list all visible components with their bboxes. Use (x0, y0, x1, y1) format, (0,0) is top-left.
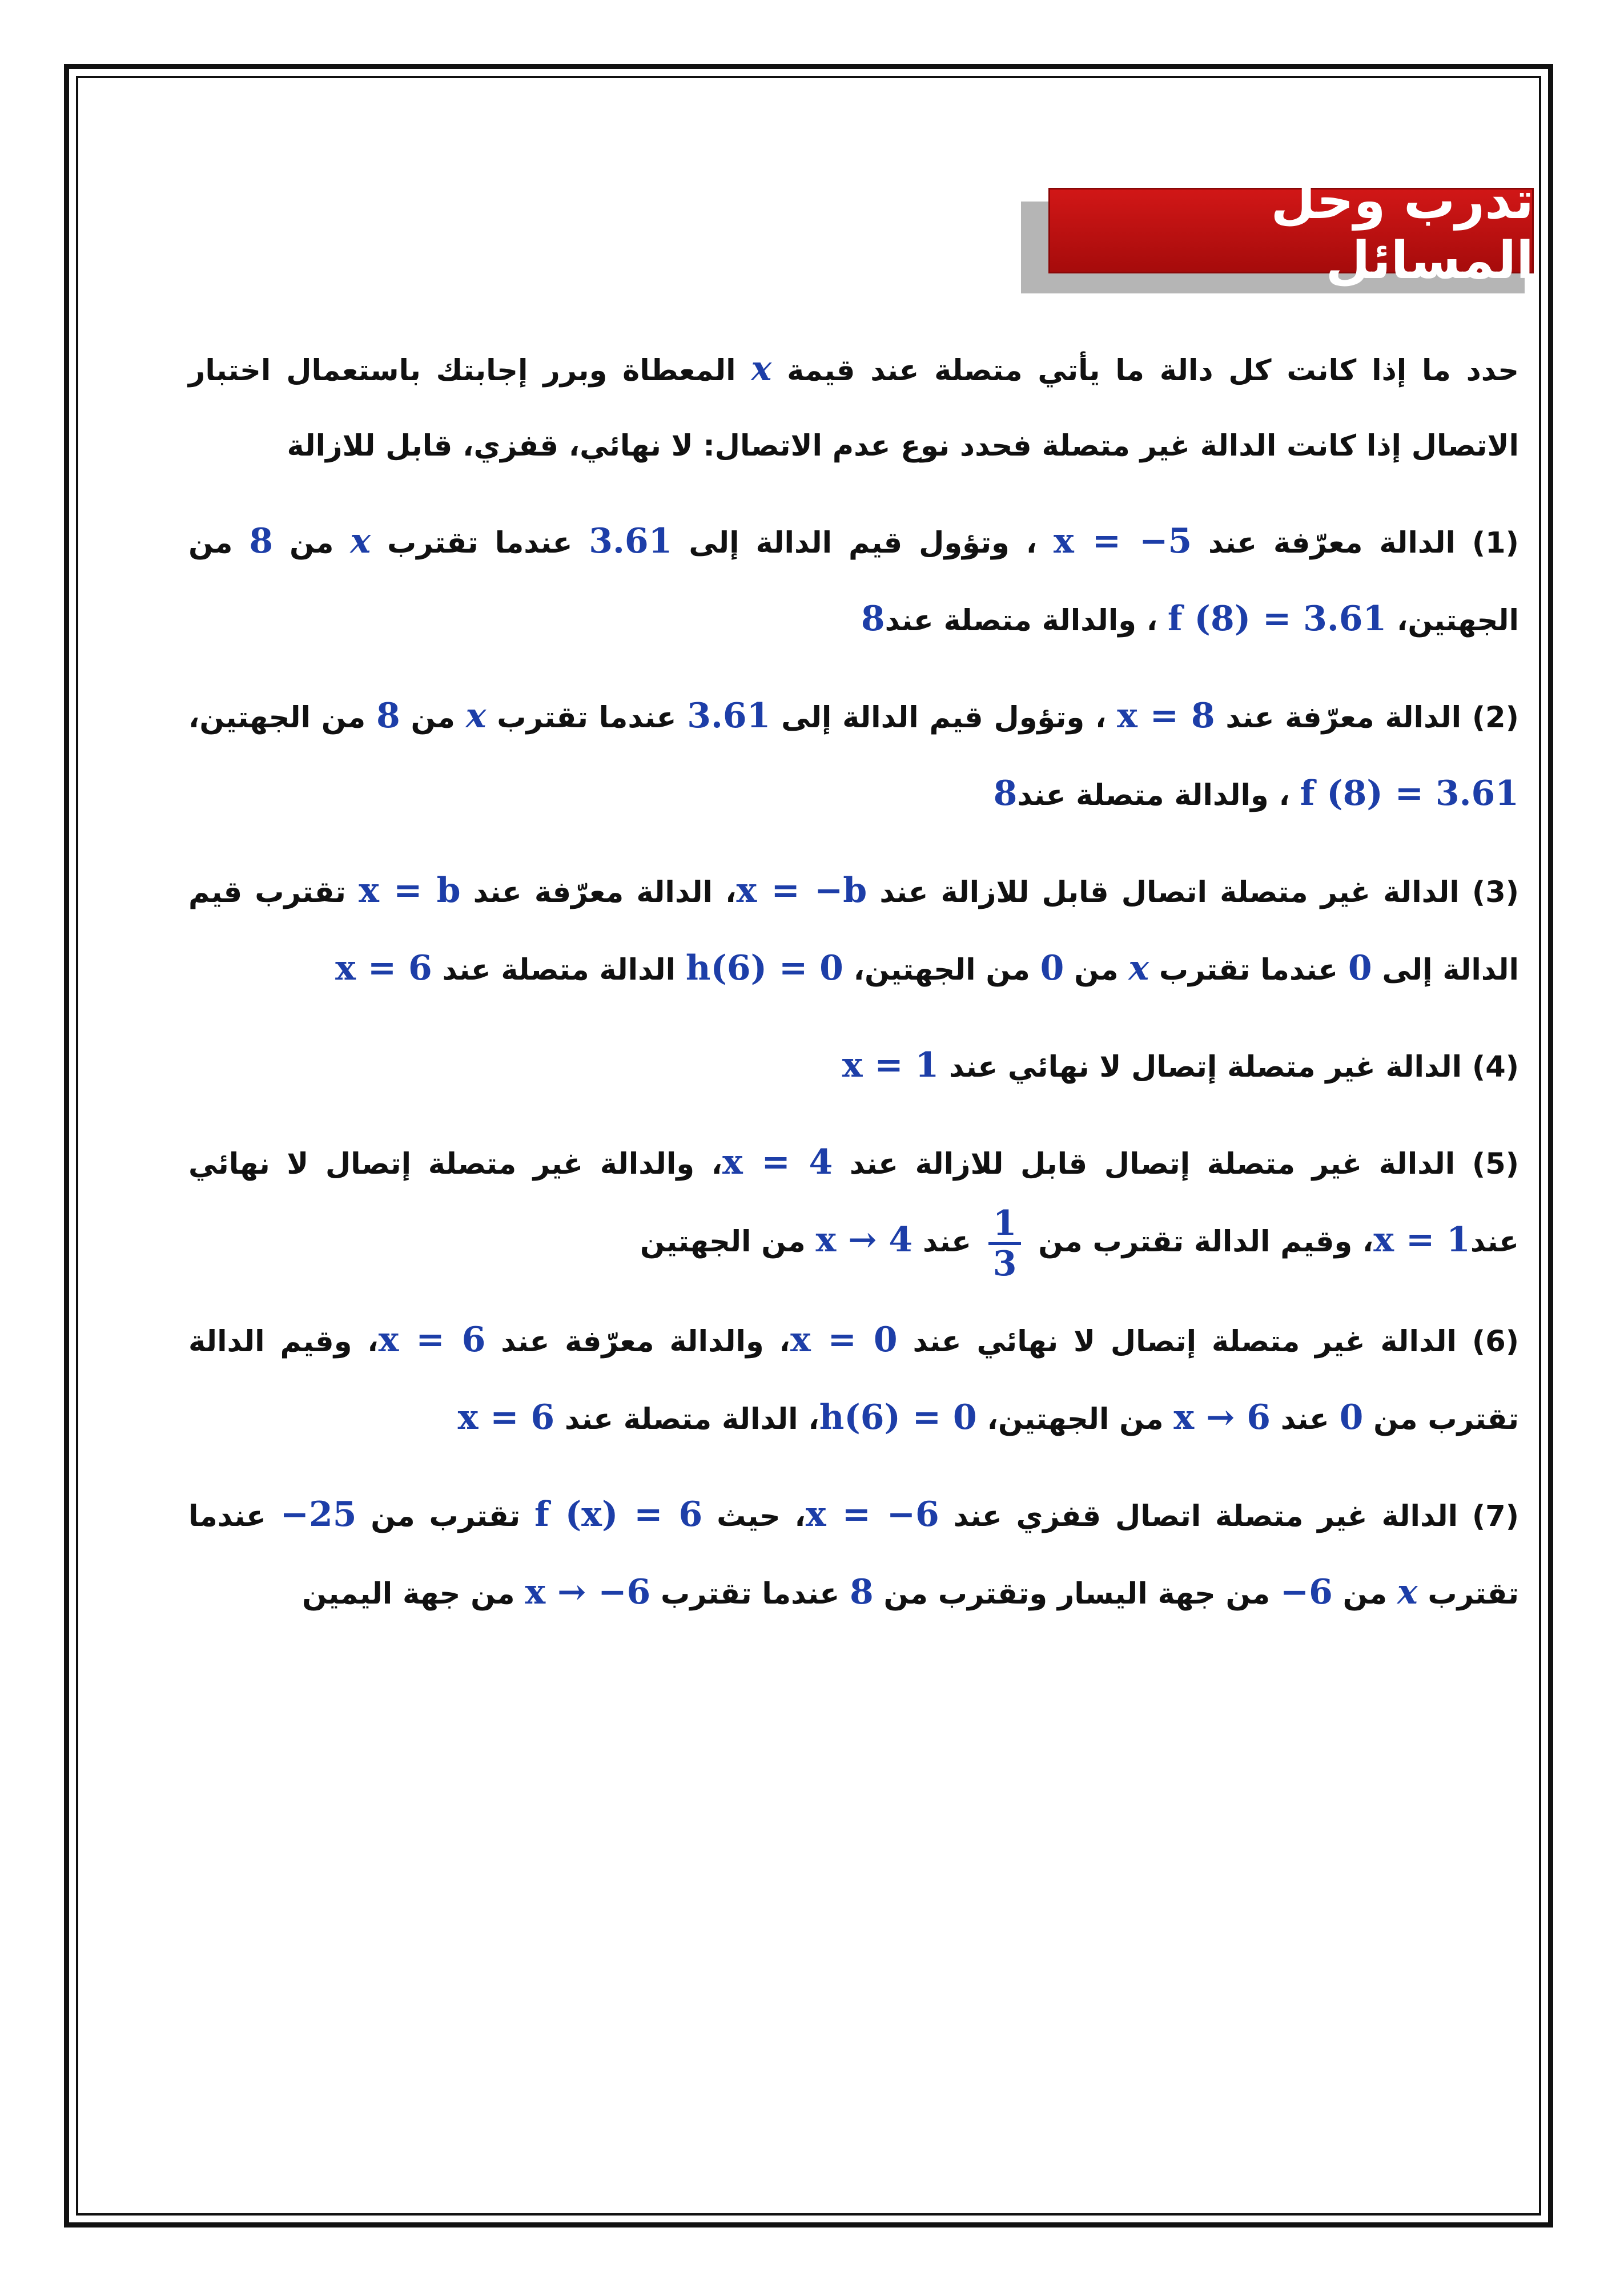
math-expr: −6 (1280, 1572, 1333, 1612)
math-expr: 3.61 (589, 521, 673, 561)
math-x: x (465, 696, 487, 736)
math-expr: 8 (850, 1572, 874, 1612)
item-number: (4) (1472, 1050, 1519, 1084)
math-expr: 8 (249, 521, 274, 561)
math-expr: x = −6 (805, 1494, 939, 1534)
item-3: (3) الدالة غير متصلة اتصال قابل للازالة عند x = −b، الدالة معرّفة عند x = b تقترب قيم الدالة إلى 0 عندما تقترب x من 0 من الجهتين، h(6) = 0 الدالة متصلة عند x = 6 (188, 871, 1519, 988)
math-expr: x = 6 (378, 1319, 486, 1360)
math-expr: 8 (861, 599, 885, 639)
math-expr: 0 (1348, 948, 1372, 988)
section-title-box (1048, 171, 1534, 291)
math-expr: 3.61 (687, 696, 771, 736)
math-expr: x → 6 (1173, 1397, 1271, 1437)
item-number: (3) (1472, 876, 1519, 909)
item-number: (2) (1472, 701, 1519, 735)
math-expr: x = 0 (790, 1319, 898, 1360)
math-expr: h(6) = 0 (819, 1397, 977, 1437)
item-number: (1) (1472, 526, 1519, 560)
math-expr: 0 (1339, 1397, 1364, 1437)
math-expr: f (8) = 3.61 (1167, 599, 1387, 639)
math-expr: x = b (359, 871, 461, 911)
math-expr: x = −5 (1054, 521, 1192, 561)
item-7: (7) الدالة غير متصلة اتصال قفزي عند x = −6، حيث f (x) = 6 تقترب من −25 عندما تقترب x من −6 من جهة اليسار وتقترب من 8 عندما تقترب x → −6 من جهة اليمين (188, 1494, 1520, 1612)
fraction-numerator: 1 (988, 1205, 1022, 1245)
fraction (988, 1205, 1022, 1283)
math-expr: x = 6 (335, 948, 432, 988)
math-expr: 8 (993, 774, 1018, 813)
math-expr: x = 4 (722, 1142, 833, 1182)
item-number: (5) (1472, 1147, 1519, 1181)
math-expr: −25 (280, 1494, 357, 1534)
fraction-denominator: 3 (992, 1243, 1017, 1284)
math-expr: f (8) = 3.61 (1300, 774, 1519, 813)
item-5: (5) الدالة غير متصلة إتصال قابل للازالة عند x = 4، والدالة غير متصلة إتصال لا نهائي عندx = 1، وقيم الدالة تقترب من $\frac{1}{3}$ عند x → 4 من الجهتين (188, 1142, 1519, 1284)
math-expr: x → 4 (815, 1220, 913, 1260)
math-expr: h(6) = 0 (685, 948, 843, 988)
section-title: تدرب وحل المسائل (1271, 171, 1534, 291)
math-expr: 8 (376, 696, 400, 736)
item-2: (2) الدالة معرّفة عند x = 8 ، وتؤول قيم الدالة إلى 3.61 عندما تقترب x من 8 من الجهتين، f (8) = 3.61 ، والدالة متصلة عند8 (188, 696, 1519, 813)
math-expr: f (x) = 6 (534, 1494, 703, 1534)
math-expr: x = 8 (1117, 696, 1215, 736)
math-expr: x = 6 (457, 1397, 555, 1437)
math-expr: 0 (1040, 948, 1064, 988)
math-expr: x → −6 (525, 1572, 651, 1612)
item-4: (4) الدالة غير متصلة إتصال لا نهائي عند x = 1 (842, 1045, 1519, 1085)
item-6: (6) الدالة غير متصلة إتصال لا نهائي عند x = 0، والدالة معرّفة عند x = 6، وقيم الدالة تقترب من 0 عند x → 6 من الجهتين، h(6) = 0، الدالة متصلة عند x = 6 (188, 1319, 1519, 1437)
item-1: (1) الدالة معرّفة عند x = −5 ، وتؤول قيم الدالة إلى 3.61 عندما تقترب x من 8 من الجهتين، f (8) = 3.61 ، والدالة متصلة عند8 (188, 521, 1519, 639)
item-number: (7) (1472, 1499, 1520, 1533)
math-expr: x = 1 (1373, 1220, 1470, 1260)
intro-paragraph: حدد ما إذا كانت كل دالة ما يأتي متصلة عند قيمة x المعطاة وبرر إجابتك باستعمال اختبار الاتصال إذا كانت الدالة غير متصلة فحدد نوع عدم الاتصال: لا نهائي، قفزي، قابل للازالة (188, 349, 1519, 463)
math-x: x (1128, 948, 1149, 988)
exercise-content (188, 331, 1519, 1651)
math-x: x (751, 349, 772, 389)
math-expr: x = −b (736, 871, 867, 911)
math-x: x (1397, 1572, 1418, 1612)
item-number: (6) (1472, 1324, 1519, 1359)
math-x: x (350, 521, 371, 561)
math-expr: x = 1 (842, 1045, 939, 1085)
